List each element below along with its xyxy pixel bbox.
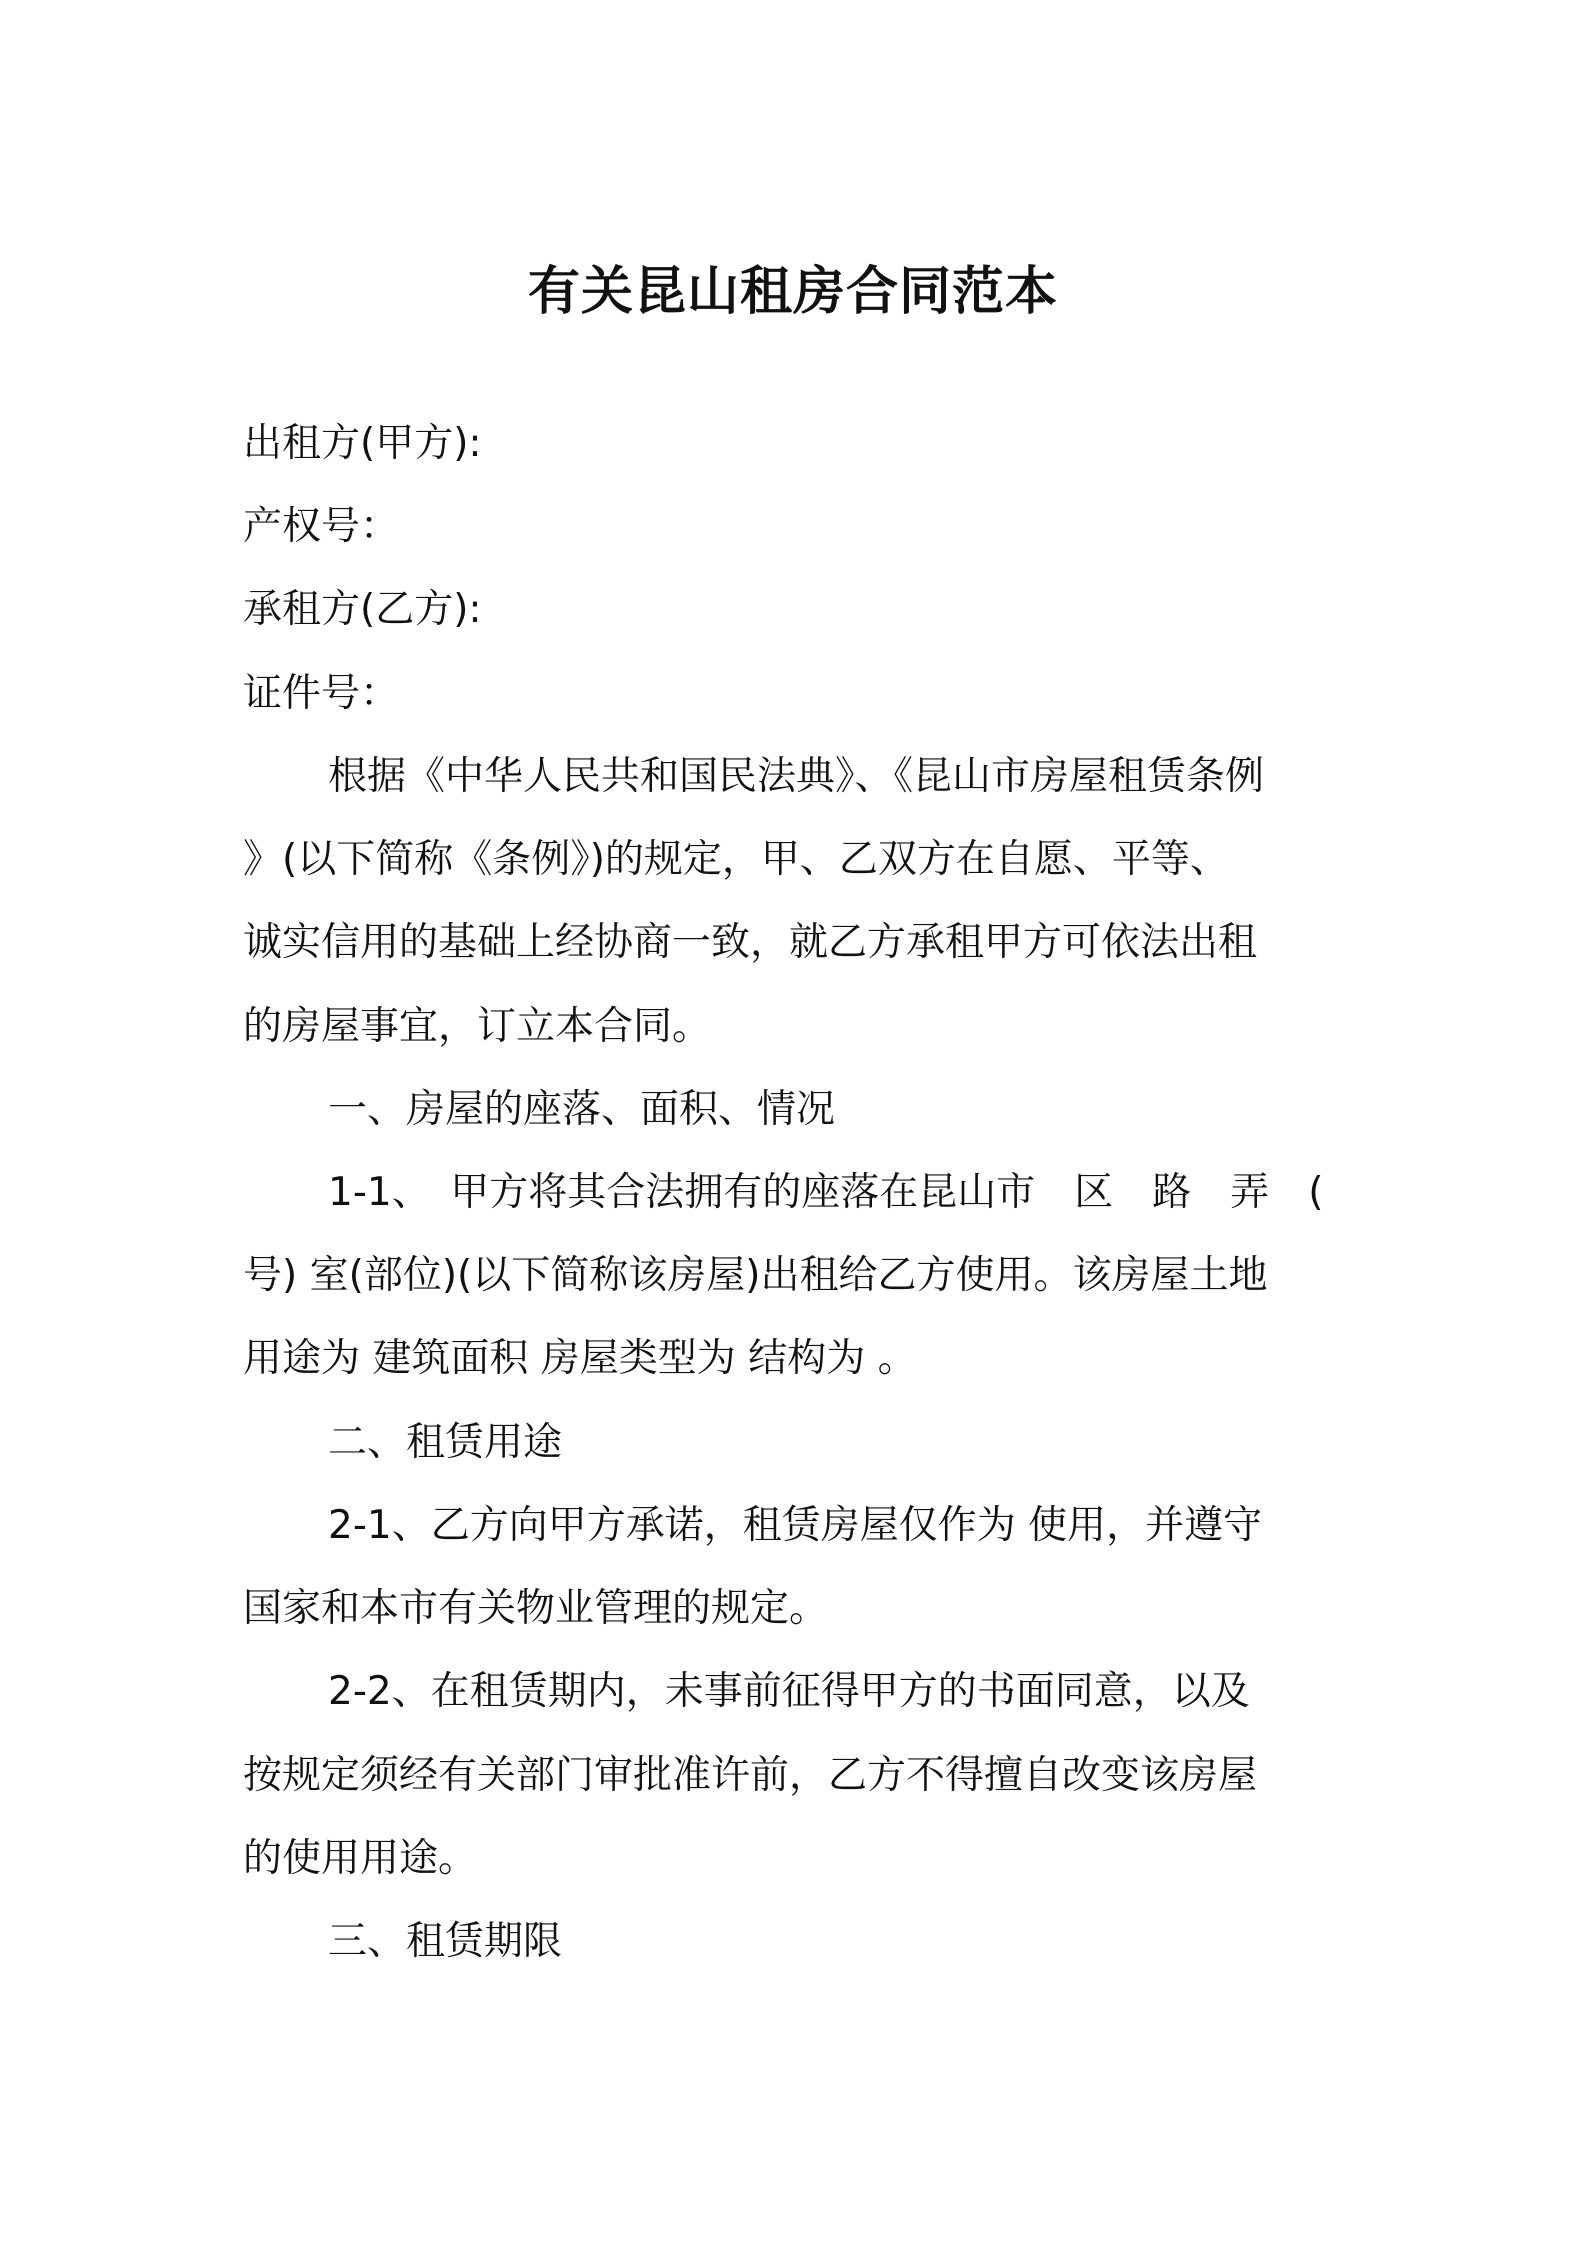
document-title: 有关昆山租房合同范本 bbox=[527, 262, 1058, 322]
clause-2-1-line: 2-1、乙方向甲方承诺，租赁房屋仅作为 使用，并遵守 bbox=[328, 1503, 1263, 1548]
intro-paragraph-line: 诚实信用的基础上经协商一致，就乙方承租甲方可依法出租 bbox=[243, 920, 1258, 965]
clause-2-2-line: 按规定须经有关部门审批准许前，乙方不得擅自改变该房屋 bbox=[243, 1753, 1258, 1798]
section-heading-1: 一、房屋的座落、面积、情况 bbox=[328, 1087, 836, 1132]
property-number-field: 产权号： bbox=[243, 504, 400, 549]
section-heading-2: 二、租赁用途 bbox=[328, 1420, 563, 1465]
section-heading-3: 三、租赁期限 bbox=[328, 1919, 563, 1964]
clause-1-1-line: 号) 室(部位)(以下简称该房屋)出租给乙方使用。该房屋土地 bbox=[243, 1253, 1268, 1298]
intro-paragraph-line: 》(以下简称《条例》)的规定，甲、乙双方在自愿、平等、 bbox=[243, 837, 1229, 882]
id-number-field: 证件号： bbox=[243, 671, 400, 716]
intro-paragraph-line: 的房屋事宜，订立本合同。 bbox=[243, 1004, 712, 1049]
clause-2-2-line: 2-2、在租赁期内，未事前征得甲方的书面同意，以及 bbox=[328, 1669, 1250, 1714]
clause-1-1-line: 用途为 建筑面积 房屋类型为 结构为 。 bbox=[243, 1336, 917, 1381]
clause-1-1-line: 1-1、 甲方将其合法拥有的座落在昆山市 区 路 弄 ( bbox=[328, 1170, 1324, 1215]
lessor-field: 出租方(甲方): bbox=[243, 421, 482, 466]
clause-2-1-line: 国家和本市有关物业管理的规定。 bbox=[243, 1586, 829, 1631]
intro-paragraph-line: 根据《中华人民共和国民法典》、《昆山市房屋租赁条例 bbox=[328, 754, 1265, 799]
clause-2-2-line: 的使用用途。 bbox=[243, 1836, 478, 1881]
lessee-field: 承租方(乙方): bbox=[243, 587, 482, 632]
